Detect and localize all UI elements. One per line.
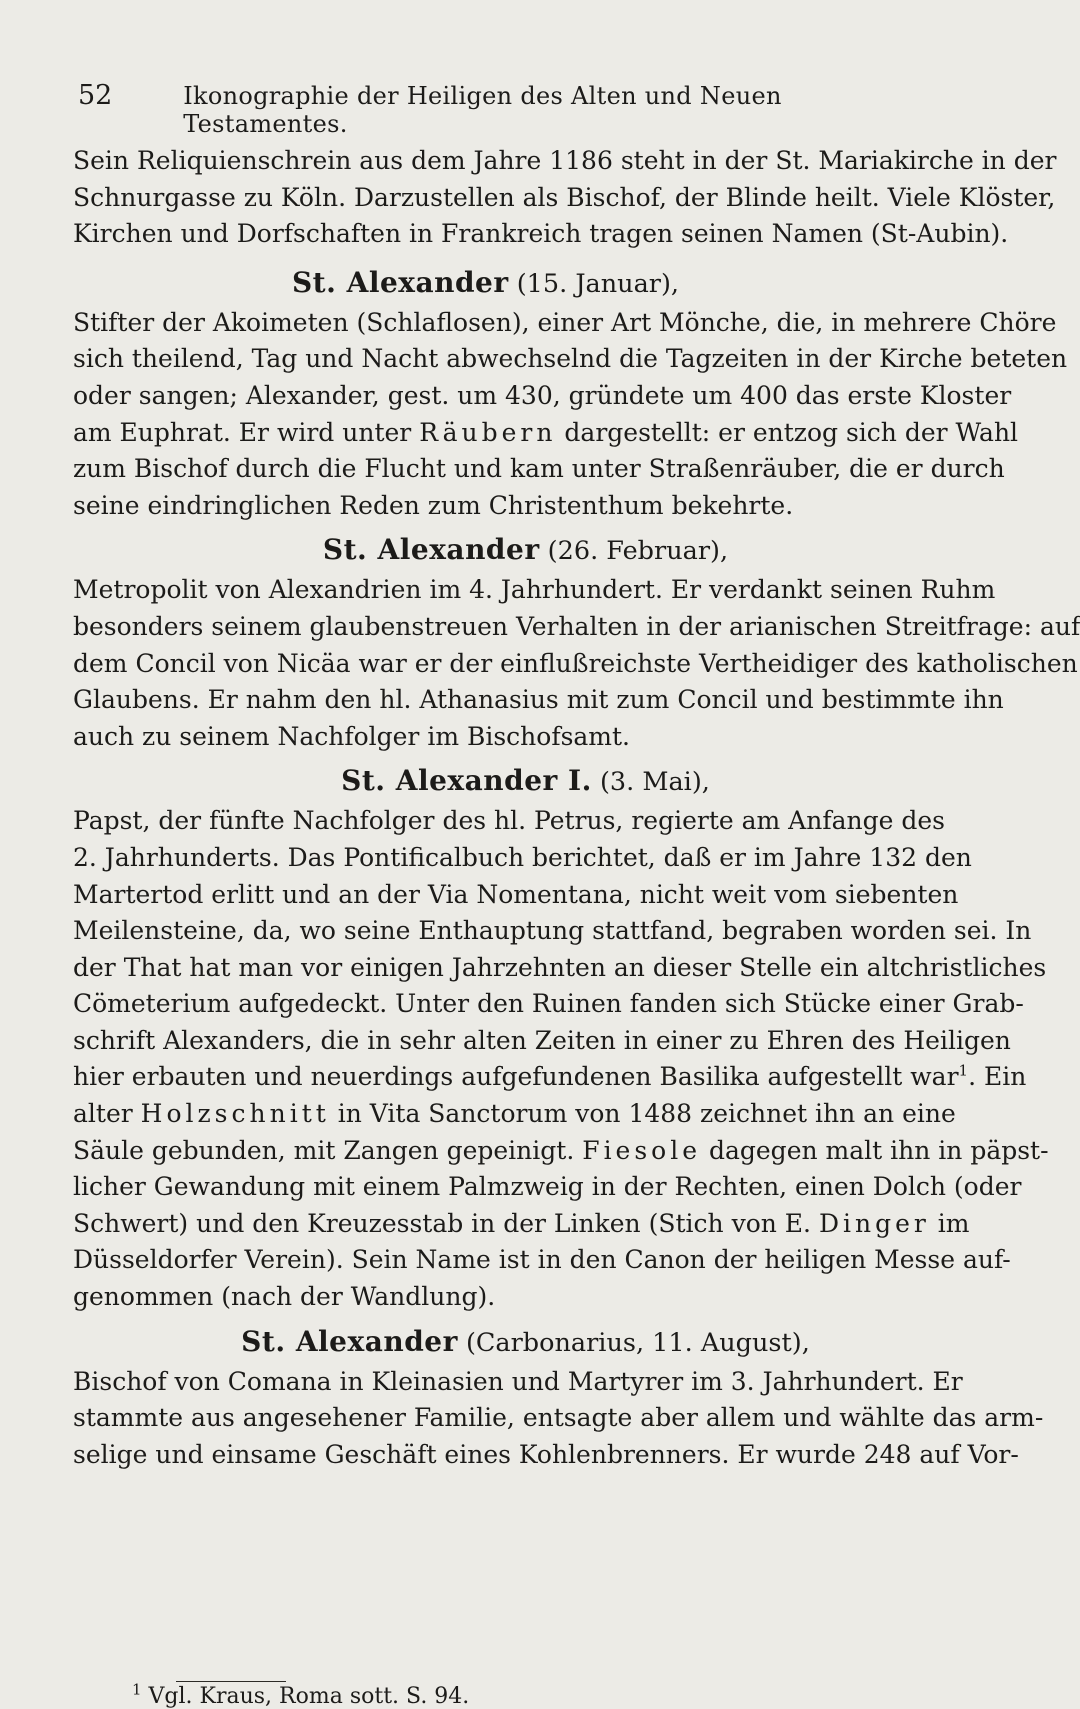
text-line <box>73 415 1019 452</box>
text-line: auch zu seinem Nachfolger im Bischofsamt. <box>73 721 631 751</box>
text-line: Sein Reliquienschrein aus dem Jahre 1186 steht in der St. Mariakirche in der <box>73 146 1057 175</box>
feast-date: (15. Januar), <box>508 268 680 299</box>
text-line: Schnurgasse zu Köln. Darzustellen als Bischof, der Blinde heilt. Viele Klöster, <box>73 182 1056 212</box>
feast-date: (26. Februar), <box>539 536 729 567</box>
entry-heading <box>73 759 978 803</box>
feast-date: (Carbonarius, 11. August), <box>457 1327 810 1358</box>
footnote-divider <box>176 1681 286 1682</box>
emphasis-text: Holzschnitt <box>140 1099 330 1129</box>
text-run: am Euphrat. Er wird unter <box>73 417 420 447</box>
text-line: sich theilend, Tag und Nacht abwechselnd die Tagzeiten in der Kirche beteten <box>73 344 1068 374</box>
saint-name: St. Alexander <box>322 533 540 567</box>
text-line: 2. Jahrhunderts. Das Pontificalbuch berichtet, daß er im Jahre 132 den <box>73 842 972 872</box>
text-run: in Vita Sanctorum von 1488 zeichnet ihn an eine <box>329 1099 956 1129</box>
page-number: 52 <box>78 80 113 111</box>
saint-name: St. Alexander <box>291 265 509 299</box>
footnote <box>132 1680 470 1709</box>
text-line: Papst, der fünfte Nachfolger des hl. Petrus, regierte am Anfange des <box>73 806 945 836</box>
text-line: Düsseldorfer Verein). Sein Name ist in den Canon der heiligen Messe auf- <box>73 1245 1011 1275</box>
text-line: seine eindringlichen Reden zum Christenthum bekehrte. <box>73 490 794 520</box>
text-line <box>73 1059 1027 1096</box>
text-line: zum Bischof durch die Flucht und kam unter Straßenräuber, die er durch <box>73 454 1005 484</box>
text-line: dem Concil von Nicäa war er der einflußreichste Vertheidiger des katholischen <box>73 648 1078 678</box>
text-line: Stifter der Akoimeten (Schlaflosen), einer Art Mönche, die, in mehrere Chöre <box>73 307 1057 337</box>
text-line: Kirchen und Dorfschaften in Frankreich tragen seinen Namen (St-Aubin). <box>73 219 1009 249</box>
text-run: alter <box>73 1099 141 1129</box>
text-line: Metropolit von Alexandrien im 4. Jahrhundert. Er verdankt seinen Ruhm <box>73 575 996 605</box>
saint-name: St. Alexander <box>241 1324 458 1358</box>
text-line: schrift Alexanders, die in sehr alten Zeiten in einer zu Ehren des Heiligen <box>73 1025 1011 1055</box>
text-line: genommen (nach der Wandlung). <box>73 1282 496 1312</box>
text-run: im <box>929 1208 970 1238</box>
text-run: . Ein <box>968 1062 1027 1092</box>
text-line: stammte aus angesehener Familie, entsagte aber allem und wählte das arm- <box>73 1403 1044 1433</box>
text-line <box>73 1206 978 1243</box>
text-line: Martertod erlitt und an der Via Nomentana, nicht weit vom siebenten <box>73 879 959 909</box>
text-run: Schwert) und den Kreuzesstab in der Linken (Stich von E. <box>73 1208 819 1238</box>
text-line: licher Gewandung mit einem Palmzweig in der Rechten, einen Dolch (oder <box>73 1172 1022 1202</box>
text-run: Säule gebunden, mit Zangen gepeinigt. <box>73 1135 583 1165</box>
text-line: Glaubens. Er nahm den hl. Athanasius mit zum Concil und bestimmte ihn <box>73 685 1004 715</box>
running-title: Ikonographie der Heiligen des Alten und Neuen Testamentes. <box>183 82 782 138</box>
text-line: besonders seinem glaubenstreuen Verhalten in der arianischen Streitfrage: auf <box>73 611 1080 641</box>
entry-heading <box>73 528 978 572</box>
text-line: oder sangen; Alexander, gest. um 430, gründete um 400 das erste Kloster <box>73 380 1012 410</box>
text-line: selige und einsame Geschäft eines Kohlenbrenners. Er wurde 248 auf Vor- <box>73 1439 1019 1469</box>
feast-date: (3. Mai), <box>591 767 710 798</box>
text-run: dargestellt: er entzog sich der Wahl <box>556 417 1019 447</box>
emphasis-text: Räubern <box>419 417 557 447</box>
text-line <box>73 1096 978 1133</box>
text-line: der That hat man vor einigen Jahrzehnten an dieser Stelle ein altchristliches <box>73 952 1047 982</box>
page-header <box>78 80 948 138</box>
footnote-text: Vgl. Kraus, Roma sott. S. 94. <box>141 1684 470 1709</box>
page-body <box>73 143 1080 1473</box>
text-line: Cömeterium aufgedeckt. Unter den Ruinen fanden sich Stücke einer Grab- <box>73 989 1024 1019</box>
text-run: dagegen malt ihn in päpst- <box>701 1135 1049 1165</box>
footnote-reference[interactable]: 1 <box>958 1062 969 1081</box>
saint-name: St. Alexander I. <box>341 764 592 798</box>
entry-heading <box>73 1320 978 1364</box>
text-line: Meilensteine, da, wo seine Enthauptung stattfand, begraben worden sei. In <box>73 916 1032 946</box>
footnote-mark: 1 <box>132 1680 142 1699</box>
text-line <box>73 1133 1049 1170</box>
emphasis-text: Fiesole <box>582 1135 702 1165</box>
text-run: hier erbauten und neuerdings aufgefundenen Basilika aufgestellt war <box>73 1062 959 1092</box>
emphasis-text: Dinger <box>818 1208 930 1238</box>
text-line: Bischof von Comana in Kleinasien und Martyrer im 3. Jahrhundert. Er <box>73 1366 963 1396</box>
entry-heading <box>73 261 978 305</box>
